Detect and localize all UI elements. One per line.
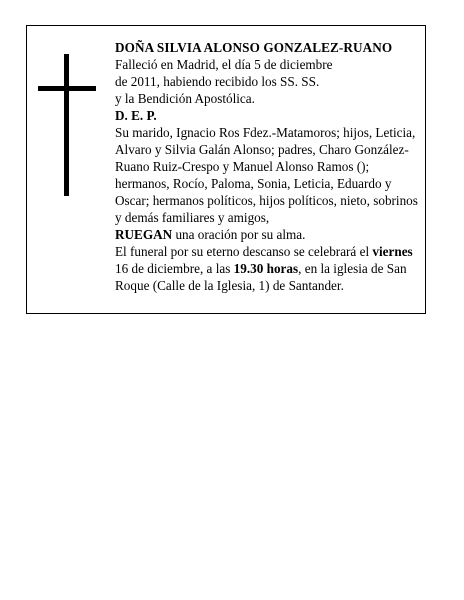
cross-horizontal-bar — [38, 86, 96, 91]
death-line-2: de 2011, habiendo recibido los SS. SS. — [115, 74, 320, 89]
dep-label: D. E. P. — [115, 108, 157, 123]
death-line-1: Falleció en Madrid, el día 5 de diciembre — [115, 57, 333, 72]
funeral-time: 19.30 horas — [233, 261, 299, 276]
funeral-text-2: 16 de diciembre, a las — [115, 261, 234, 276]
request-text: una oración por su alma. — [172, 227, 306, 242]
death-line-3: y la Bendición Apostólica. — [115, 91, 255, 106]
obituary-notice — [26, 25, 426, 314]
family-paragraph: Su marido, Ignacio Ros Fdez.-Matamoros; hijos, Leticia, Alvaro y Silvia Galán Alonso; padres, Charo González-Ruano Ruiz-Crespo y Manuel Alonso Ramos (); hermanos, Rocío, Paloma, Sonia, Leticia, Eduardo y Oscar; hermanos políticos, hijos políticos, nieto, sobrinos y demás familiares y amigos, — [115, 125, 418, 225]
deceased-name: DOÑA SILVIA ALONSO GONZALEZ-RUANO — [115, 40, 393, 55]
funeral-text-3: , en la iglesia de San Roque (Calle de la Iglesia, 1) de Santander. — [115, 261, 407, 293]
funeral-paragraph — [115, 243, 425, 294]
funeral-text-1: El funeral por su eterno descanso se celebrará el — [115, 244, 373, 259]
notice-text — [115, 39, 425, 294]
request-paragraph — [115, 226, 425, 243]
cross-vertical-bar — [64, 54, 69, 196]
funeral-day: viernes — [372, 244, 413, 259]
request-verb: RUEGAN — [115, 227, 173, 242]
cross-icon — [38, 54, 96, 196]
